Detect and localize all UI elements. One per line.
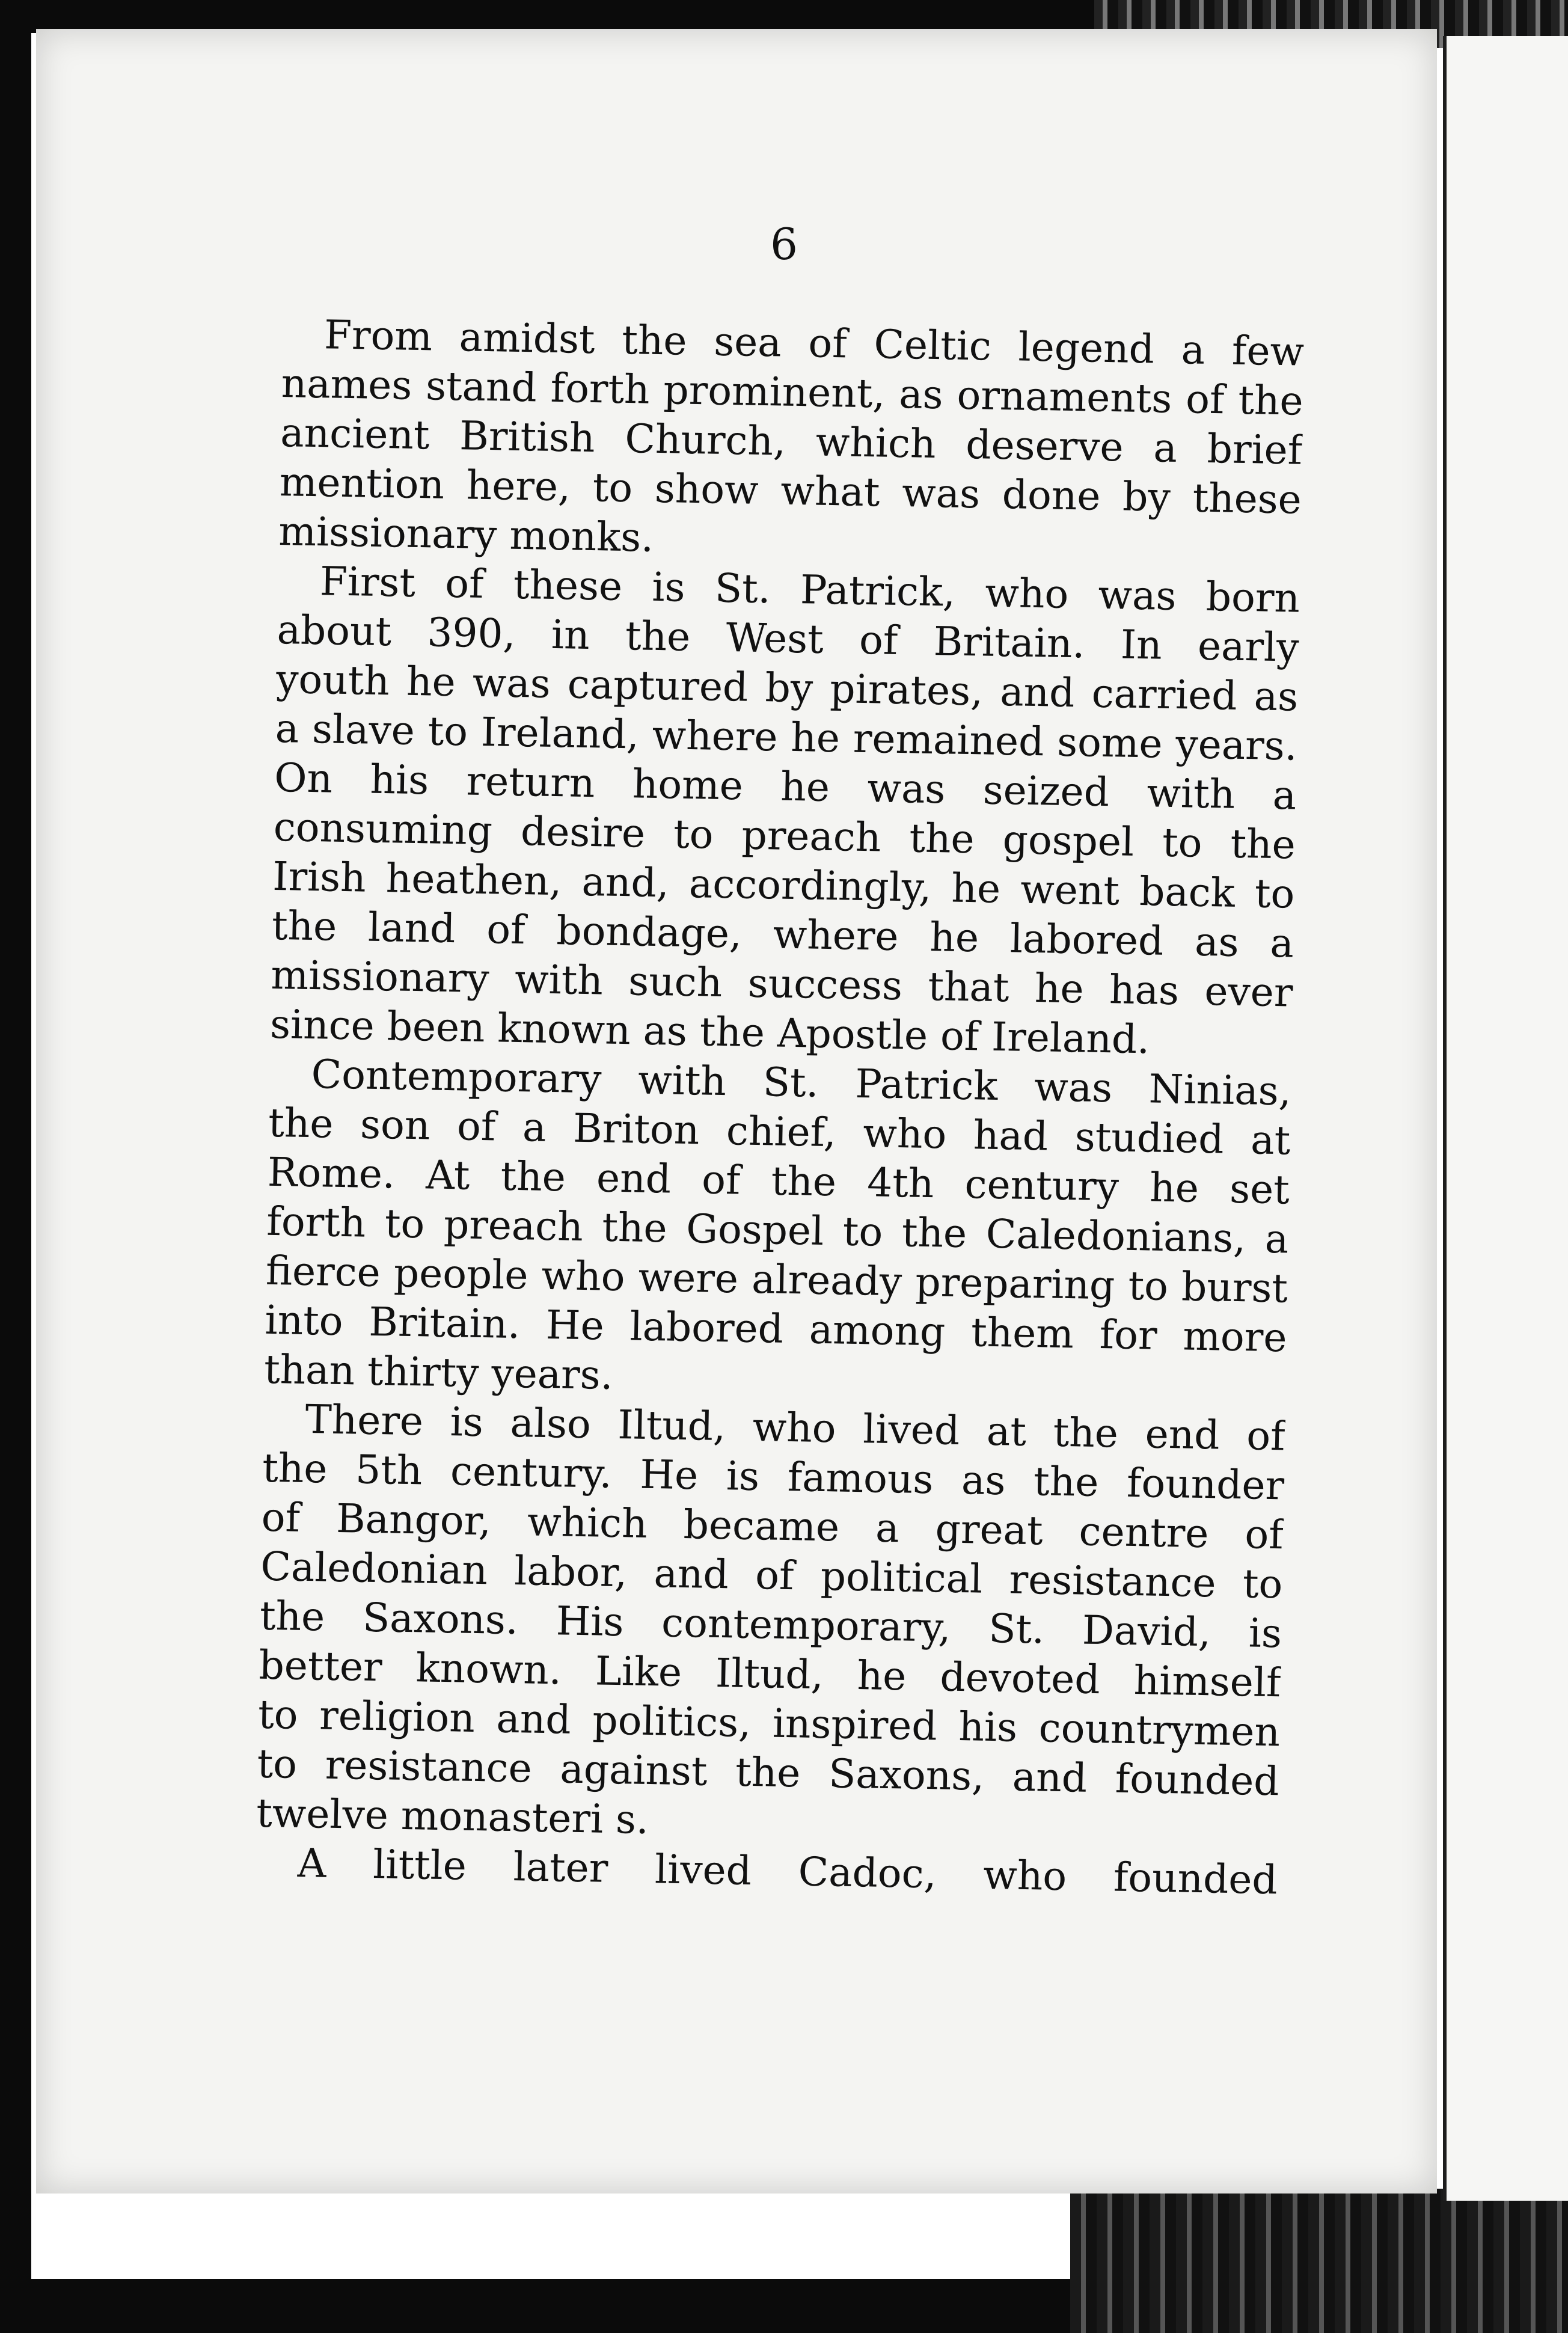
- text-line: Caledonian labor, and of political resistance to: [260, 1543, 1283, 1608]
- text-line: A little later lived Cadoc, who founded: [297, 1839, 1278, 1904]
- body-text: [255, 310, 1305, 1905]
- text-line: forth to preach the Gospel to the Caledonians, a: [266, 1198, 1289, 1263]
- text-line: missionary monks.: [278, 507, 654, 561]
- next-page-edge: [1443, 36, 1568, 2201]
- text-line: There is also Iltud, who lived at the end of: [305, 1396, 1286, 1460]
- text-line: On his return home he was seized with a: [274, 754, 1297, 819]
- text-line: Rome. At the end of the 4th century he set: [267, 1148, 1290, 1213]
- text-line: ancient British Church, which deserve a brief: [280, 409, 1303, 474]
- paragraph-2: [270, 556, 1300, 1067]
- scan-edge-left: [0, 0, 31, 2333]
- text-line: From amidst the sea of Celtic legend a few: [323, 311, 1305, 375]
- paragraph-1: [278, 310, 1305, 574]
- text-line: names stand forth prominent, as ornaments of the: [281, 360, 1304, 425]
- text-line: a slave to Ireland, where he remained some years.: [275, 705, 1298, 770]
- text-line: the 5th century. He is famous as the founder: [262, 1444, 1285, 1509]
- text-line: consuming desire to preach the gospel to the: [273, 803, 1296, 868]
- text-line: since been known as the Apostle of Ireland.: [269, 1001, 1150, 1063]
- scan-edge-bottom-right: [1070, 2189, 1568, 2333]
- paragraph-4: [256, 1394, 1286, 1856]
- text-line: the son of a Briton chief, who had studied at: [268, 1099, 1291, 1164]
- text-line: to resistance against the Saxons, and founded: [257, 1740, 1280, 1805]
- text-line: Contemporary with St. Patrick was Ninias,: [311, 1051, 1292, 1115]
- text-line: twelve monasteri s.: [256, 1789, 649, 1844]
- paragraph-3: [264, 1049, 1292, 1412]
- text-line: about 390, in the West of Britain. In early: [277, 606, 1300, 671]
- text-line: better known. Like Iltud, he devoted himself: [258, 1642, 1282, 1706]
- text-line: youth he was captured by pirates, and carried as: [275, 655, 1299, 720]
- text-line: of Bangor, which became a great centre of: [261, 1494, 1284, 1559]
- text-line: than thirty years.: [263, 1346, 614, 1399]
- text-line: into Britain. He labored among them for more: [264, 1296, 1288, 1361]
- text-line: the land of bondage, where he labored as a: [271, 902, 1294, 967]
- text-line: First of these is St. Patrick, who was born: [319, 558, 1300, 622]
- text-line: the Saxons. His contemporary, St. David, is: [259, 1592, 1282, 1657]
- text-line: to religion and politics, inspired his countrymen: [257, 1691, 1281, 1756]
- text-line: mention here, to show what was done by these: [279, 458, 1302, 523]
- page-number: 6: [770, 219, 798, 269]
- text-line: fierce people who were already preparing to burst: [265, 1247, 1288, 1312]
- text-line: missionary with such success that he has ever: [271, 951, 1294, 1016]
- text-line: Irish heathen, and, accordingly, he went back to: [272, 853, 1295, 918]
